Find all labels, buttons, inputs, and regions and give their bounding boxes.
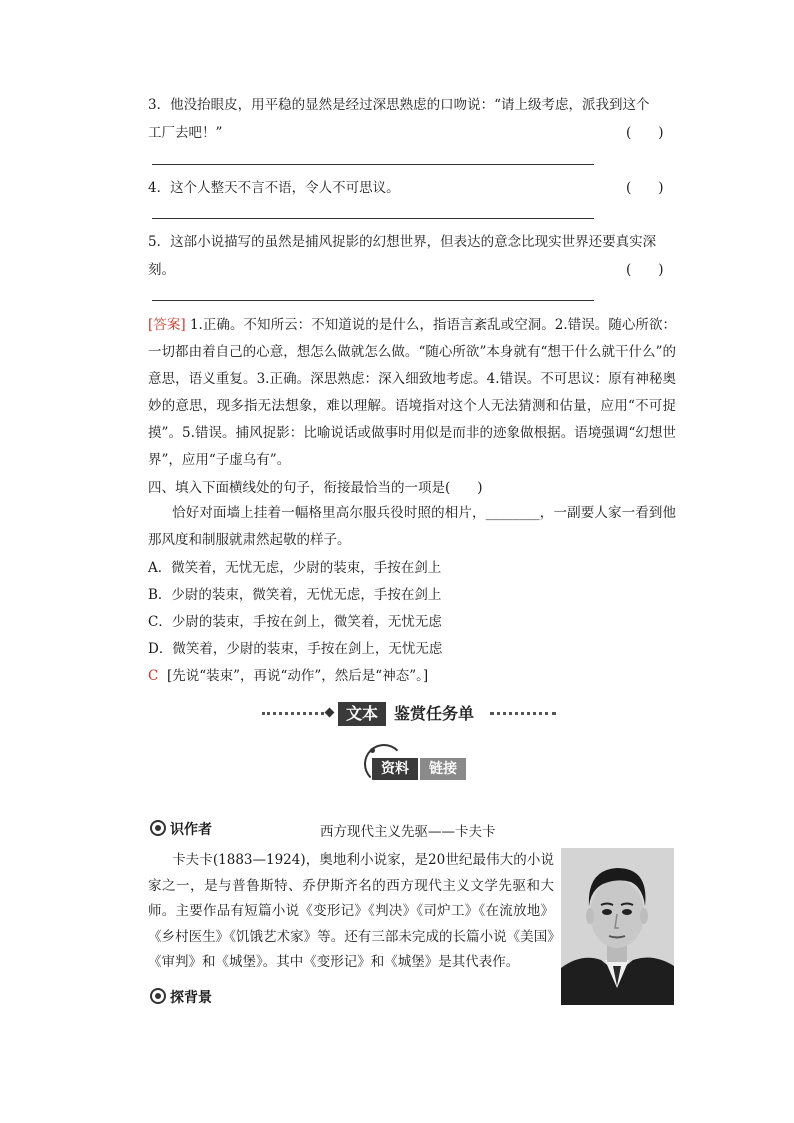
question-3-line-2: 工厂去吧！” (148, 125, 223, 141)
author-section-heading (150, 820, 212, 840)
answer-block (148, 312, 676, 474)
question-5-line-1: 5．这部小说描写的虽然是捕风捉影的幻想世界，但表达的意念比现实世界还要真实深 (148, 234, 657, 250)
resource-link-badge (364, 744, 468, 784)
author-heading-text: 识作者 (170, 822, 212, 838)
target-icon (150, 988, 166, 1004)
answer-tag: [答案] (148, 317, 186, 333)
question-four-passage: 恰好对面墙上挂着一幅格里高尔服兵役时照的相片，________，一副要人家一看到他那风度和制服就肃然起敬的样子。 (148, 505, 676, 548)
question-5-answer-parens: ( ) (626, 262, 664, 278)
target-icon (150, 820, 166, 836)
background-section-heading (150, 988, 212, 1008)
question-4-answer-line (152, 218, 594, 219)
section-banner (262, 700, 558, 728)
question-5-line-2: 刻。 (148, 262, 175, 278)
banner-dotted-rule-left (262, 712, 324, 718)
author-body (148, 848, 554, 976)
badge-dot-icon (370, 748, 375, 753)
question-four-answer (148, 667, 428, 685)
banner-diamond-left (325, 708, 335, 718)
background-heading-text: 探背景 (170, 990, 212, 1006)
badge-label-1: 资料 (372, 758, 418, 780)
question-3-answer-parens: ( ) (626, 125, 664, 141)
question-4-answer-parens: ( ) (626, 180, 664, 196)
question-3-answer-line (152, 164, 594, 165)
portrait-image (561, 848, 674, 1005)
question-5-answer-line (152, 300, 594, 301)
option-b: B．少尉的装束，微笑着，无忧无虑，手按在剑上 (148, 587, 442, 603)
answer-text: 1.正确。不知所云：不知道说的是什么，指语言紊乱或空洞。2.错误。随心所欲：一切都由着自己的心意，想怎么做就怎么做。“随心所欲”本身就有“想干什么就干什么”的意思，语义重复。3.正确。深思熟虑：深入细致地考虑。4.错误。不可思议：原有神秘奥妙的意思，现多指无法想象，难以理解。语境指对这个人无法猜测和估量，应用“不可捉摸”。5.错误。捕风捉影：比喻说话或做事时用似是而非的迹象做根据。语境强调“幻想世界”，应用“子虚乌有”。 (148, 317, 676, 468)
option-c: C．少尉的装束，手按在剑上，微笑着，无忧无虑 (148, 614, 442, 630)
author-subtitle: 西方现代主义先驱——卡夫卡 (320, 824, 496, 840)
question-four-passage-block (148, 500, 676, 554)
banner-dotted-rule-right (490, 712, 556, 718)
banner-title: 鉴赏任务单 (394, 704, 475, 723)
answer-note: [先说“装束”，再说“动作”，然后是“神态”。] (166, 668, 429, 684)
question-four-stem: 四、填入下面横线处的句子，衔接最恰当的一项是( ) (148, 480, 483, 496)
option-d: D．微笑着，少尉的装束，手按在剑上，无忧无虑 (148, 641, 443, 657)
option-a: A．微笑着，无忧无虑，少尉的装束，手按在剑上 (148, 560, 442, 576)
question-3-line-1: 3．他没抬眼皮，用平稳的显然是经过深思熟虑的口吻说：“请上级考虑，派我到这个 (148, 97, 650, 113)
badge-label-2: 链接 (420, 758, 466, 780)
answer-letter: C (148, 668, 159, 684)
banner-label-box: 文本 (338, 702, 386, 726)
question-4-line-1: 4．这个人整天不言不语，令人不可思议。 (148, 180, 400, 196)
kafka-portrait (561, 848, 674, 1005)
author-body-text: 卡夫卡(1883—1924)，奥地利小说家，是20世纪最伟大的小说家之一，是与普鲁斯特、乔伊斯齐名的西方现代主义文学先驱和大师。主要作品有短篇小说《变形记》《判决》《司炉工》《在流放地》《乡村医生》《饥饿艺术家》等。还有三部未完成的长篇小说《美国》《审判》和《城堡》。其中《变形记》和《城堡》是其代表作。 (148, 852, 554, 970)
